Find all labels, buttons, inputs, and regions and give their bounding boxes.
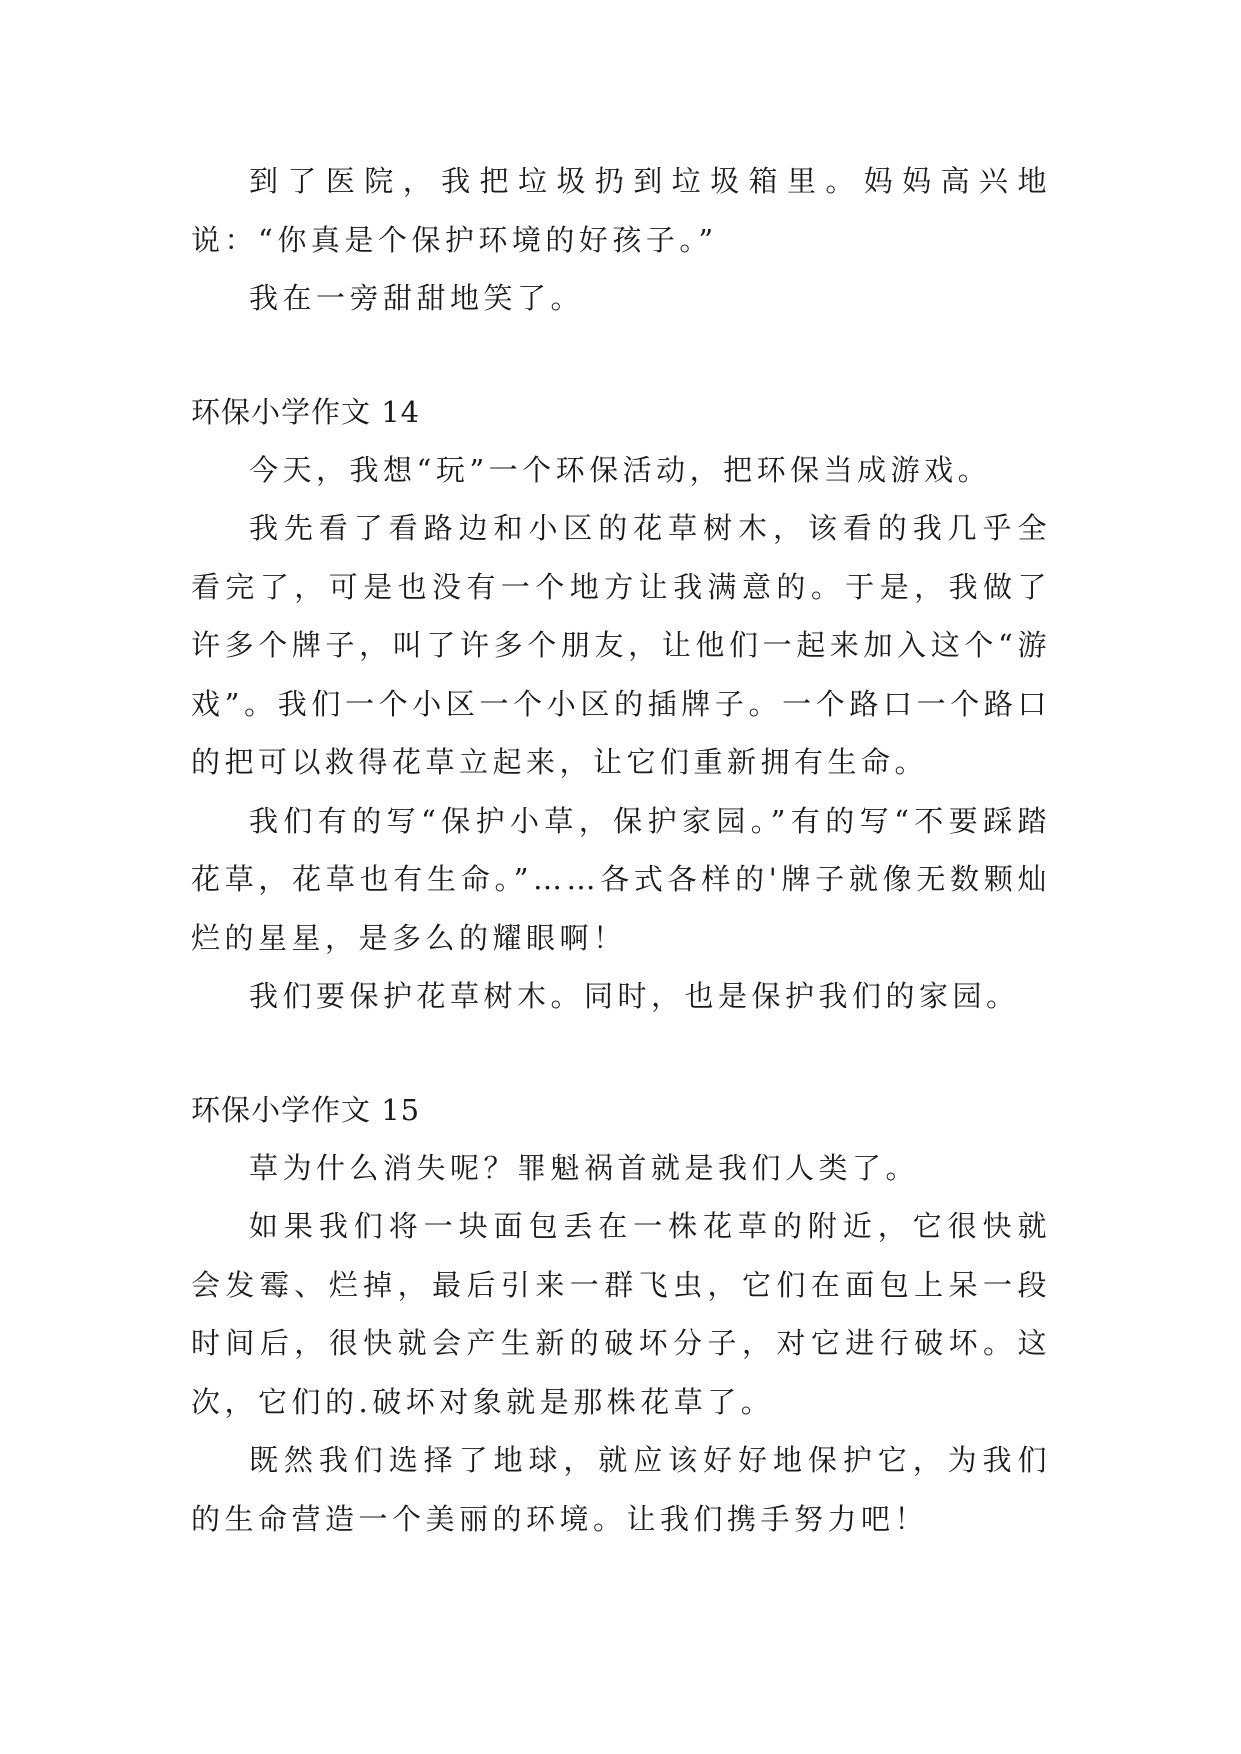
paragraph: 既然我们选择了地球，就应该好好地保护它，为我们的生命营造一个美丽的环境。让我们携手努力吧！ [191, 1443, 1051, 1536]
essay-15 [191, 1081, 1051, 1549]
paragraph: 到了医院，我把垃圾扔到垃圾箱里。妈妈高兴地说：“你真是个保护环境的好孩子。” [191, 164, 1051, 257]
paragraph: 我在一旁甜甜地笑了。 [249, 281, 585, 315]
paragraph: 如果我们将一块面包丢在一株花草的附近，它很快就会发霉、烂掉，最后引来一群飞虫，它们在面包上呆一段时间后，很快就会产生新的破坏分子，对它进行破坏。这次，它们的.破坏对象就是那株花草了。 [191, 1209, 1051, 1419]
essay-heading: 环保小学作文 14 [191, 394, 421, 429]
paragraph: 草为什么消失呢？罪魁祸首就是我们人类了。 [249, 1150, 920, 1185]
paragraph: 我们有的写“保护小草，保护家园。”有的写“不要踩踏花草，花草也有生命。”……各式各样的'牌子就像无数颗灿烂的星星，是多么的耀眼啊！ [191, 803, 1051, 955]
paragraph: 我先看了看路边和小区的花草树木，该看的我几乎全看完了，可是也没有一个地方让我满意的。于是，我做了许多个牌子，叫了许多个朋友，让他们一起来加入这个“游戏”。我们一个小区一个小区的插牌子。一个路口一个路口的把可以救得花草立起来，让它们重新拥有生命。 [191, 511, 1051, 779]
essay-14 [191, 383, 1051, 1026]
document-page [191, 152, 1051, 1548]
essay-continuation [191, 152, 1051, 328]
essay-heading: 环保小学作文 15 [191, 1092, 421, 1127]
paragraph: 今天，我想“玩”一个环保活动，把环保当成游戏。 [249, 452, 992, 487]
paragraph: 我们要保护花草树木。同时，也是保护我们的家园。 [249, 979, 1020, 1013]
